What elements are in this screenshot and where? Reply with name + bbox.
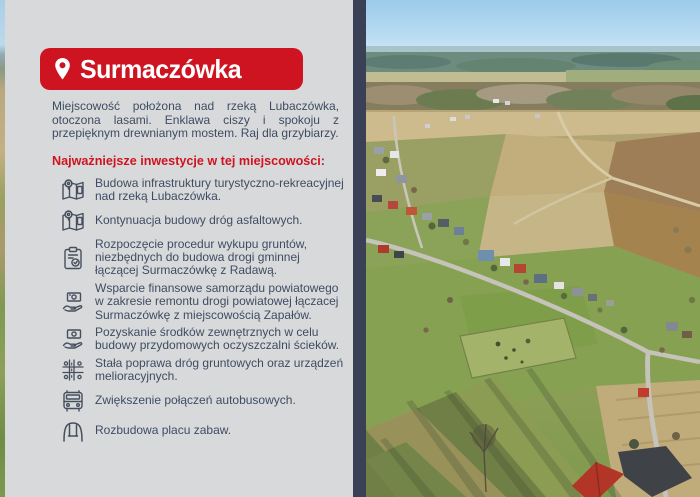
list-item	[60, 326, 345, 353]
info-panel	[5, 0, 353, 497]
list-item	[60, 177, 345, 204]
investments-list	[60, 177, 345, 444]
crossroads-icon	[60, 357, 86, 383]
list-item-text: Kontynuacja budowy dróg asfaltowych.	[95, 212, 303, 227]
list-item	[60, 238, 345, 278]
navy-divider-bar	[353, 0, 366, 497]
page-title: Surmaczówka	[80, 53, 242, 84]
bus-icon	[60, 388, 86, 414]
investments-heading: Najważniejsze inwestycje w tej miejscowości:	[52, 153, 325, 168]
list-item	[60, 282, 345, 322]
list-item	[60, 208, 345, 234]
aerial-photo-graphic	[366, 0, 700, 497]
map-route-icon	[60, 208, 86, 234]
list-item	[60, 418, 345, 444]
list-item-text: Zwiększenie połączeń autobusowych.	[95, 392, 296, 407]
swing-icon	[60, 418, 86, 444]
list-item-text: Wsparcie finansowe samorządu powiatowego w zakresie remontu drogi powiatowej łączacej Surmaczówkę z miejscowością Zapałów.	[95, 280, 339, 322]
list-item-text: Stała poprawa dróg gruntowych oraz urządzeń melioracyjnych.	[95, 355, 344, 384]
locality-banner	[40, 48, 303, 90]
list-item	[60, 388, 345, 414]
list-item-text: Pozyskanie środków zewnętrznych w celu budowy przydomowych oczyszczalni ścieków.	[95, 325, 340, 353]
list-item-text: Rozbudowa placu zabaw.	[95, 422, 232, 437]
list-item-text: Rozpoczęcie procedur wykupu gruntów, niezbędnych do budowa drogi gminnej łączącej Surmaczówkę z Radawą.	[95, 236, 308, 278]
list-item	[60, 357, 345, 384]
money-hand-icon	[60, 326, 86, 352]
clipboard-check-icon	[60, 245, 86, 271]
list-item-text: Budowa infrastruktury turystyczno-rekreacyjnej nad rzeką Lubaczówka.	[95, 175, 344, 204]
money-hand-icon	[60, 289, 86, 315]
map-pin-icon	[54, 57, 71, 81]
aerial-photo	[366, 0, 700, 497]
map-route-icon	[60, 177, 86, 203]
locality-description: Miejscowość położona nad rzeką Lubaczówka, otoczona lasami. Enklawa ciszy i spokoju z przepięknym drewnianym mostem. Raj dla grzybiarzy.	[52, 99, 339, 141]
